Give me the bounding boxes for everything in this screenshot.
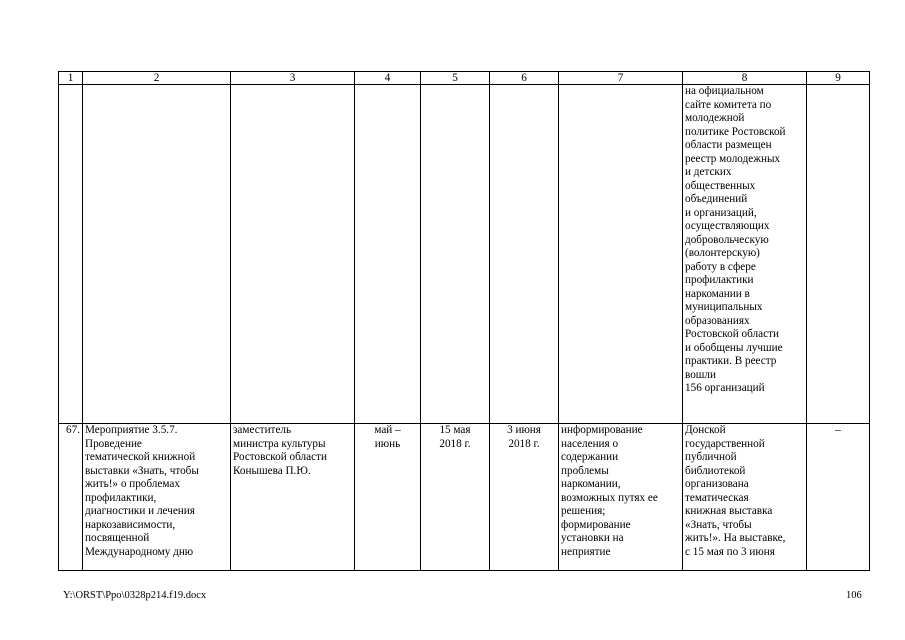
header-cell: 2: [83, 72, 231, 85]
table-header-row: [59, 72, 870, 85]
header-cell: 8: [683, 72, 807, 85]
cell-empty: [355, 85, 421, 424]
cell-planned-period: май – июнь: [355, 424, 421, 571]
header-cell: 4: [355, 72, 421, 85]
cell-empty: [559, 85, 683, 424]
cell-end-date: 3 июня 2018 г.: [490, 424, 559, 571]
cell-empty: [59, 85, 83, 424]
cell-col9: –: [807, 424, 870, 571]
header-cell: 9: [807, 72, 870, 85]
footer-page-number: 106: [846, 590, 862, 601]
cell-event: Мероприятие 3.5.7. Проведение тематической книжной выставки «Знать, чтобы жить!» о проблемах профилактики, диагностики и лечения наркозависимости, посвященной Международному дню: [83, 424, 231, 571]
cell-empty: [421, 85, 490, 424]
cell-row-number: 67.: [59, 424, 83, 571]
cell-actual-result-continued: на официальном сайте комитета по молодежной политике Ростовской области размещен реестр молодежных и детских общественных объединений и организаций, осуществляющих добровольческую (волонтерскую) работу в сфере профилактики наркомании в муниципальных образованиях Ростовской области и обобщены лучшие практики. В реестр вошли 156 организаций: [683, 85, 807, 424]
table-row-67: [59, 424, 870, 571]
cell-actual-result: Донской государственной публичной библиотекой организована тематическая книжная выставка «Знать, чтобы жить!». На выставке, с 15 мая по 3 июня: [683, 424, 807, 571]
header-cell: 3: [231, 72, 355, 85]
header-cell: 1: [59, 72, 83, 85]
cell-start-date: 15 мая 2018 г.: [421, 424, 490, 571]
cell-empty: [83, 85, 231, 424]
report-table: [58, 71, 870, 571]
header-cell: 5: [421, 72, 490, 85]
cell-empty: [490, 85, 559, 424]
table-row-continuation: [59, 85, 870, 424]
cell-empty: [807, 85, 870, 424]
cell-expected-result: информирование населения о содержании проблемы наркомании, возможных путях ее решения; формирование установки на неприятие: [559, 424, 683, 571]
cell-responsible: заместитель министра культуры Ростовской области Конышева П.Ю.: [231, 424, 355, 571]
header-cell: 6: [490, 72, 559, 85]
footer-file-path: Y:\ORST\Ppo\0328p214.f19.docx: [63, 590, 207, 601]
cell-empty: [231, 85, 355, 424]
header-cell: 7: [559, 72, 683, 85]
